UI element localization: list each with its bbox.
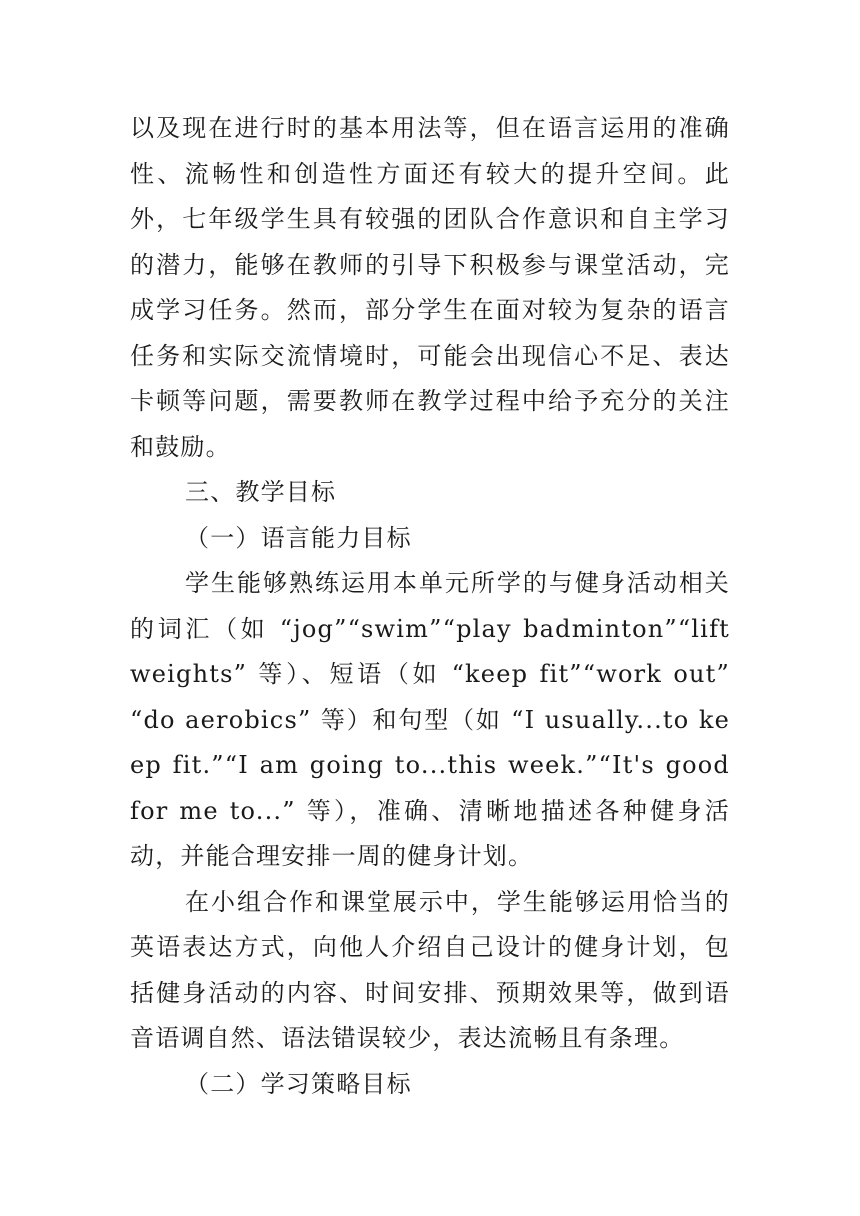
paragraph-presentation-goal: 在小组合作和课堂展示中，学生能够运用恰当的英语表达方式，向他人介绍自己设计的健身计划，包括健身活动的内容、时间安排、预期效果等，做到语音语调自然、语法错误较少，表达流畅且有条理。 [130, 887, 730, 1052]
paragraph-student-analysis: 以及现在进行时的基本用法等，但在语言运用的准确性、流畅性和创造性方面还有较大的提升空间。此外，七年级学生具有较强的团队合作意识和自主学习的潜力，能够在教师的引导下积极参与课堂活动，完成学习任务。然而，部分学生在面对较为复杂的语言任务和实际交流情境时，可能会出现信心不足、表达卡顿等问题，需要教师在教学过程中给予充分的关注和鼓励。 [130, 114, 730, 461]
paragraph-vocabulary-goal: 学生能够熟练运用本单元所学的与健身活动相关的词汇（如 “jog”“swim”“play badminton”“lift weights” 等）、短语（如 “keep fit”“work out” “do aerobics” 等）和句型（如 “I usually...to keep fit.”“I am going to...this week.”“It's good for me to...” 等），准确、清晰地描述各种健身活动，并能合理安排一周的健身计划。 [130, 569, 730, 870]
subheading-learning-strategy: （二）学习策略目标 [185, 1069, 412, 1098]
section-heading-teaching-objectives: 三、教学目标 [185, 478, 337, 506]
document-body [130, 106, 730, 1107]
subheading-language-ability: （一）语言能力目标 [185, 523, 412, 552]
